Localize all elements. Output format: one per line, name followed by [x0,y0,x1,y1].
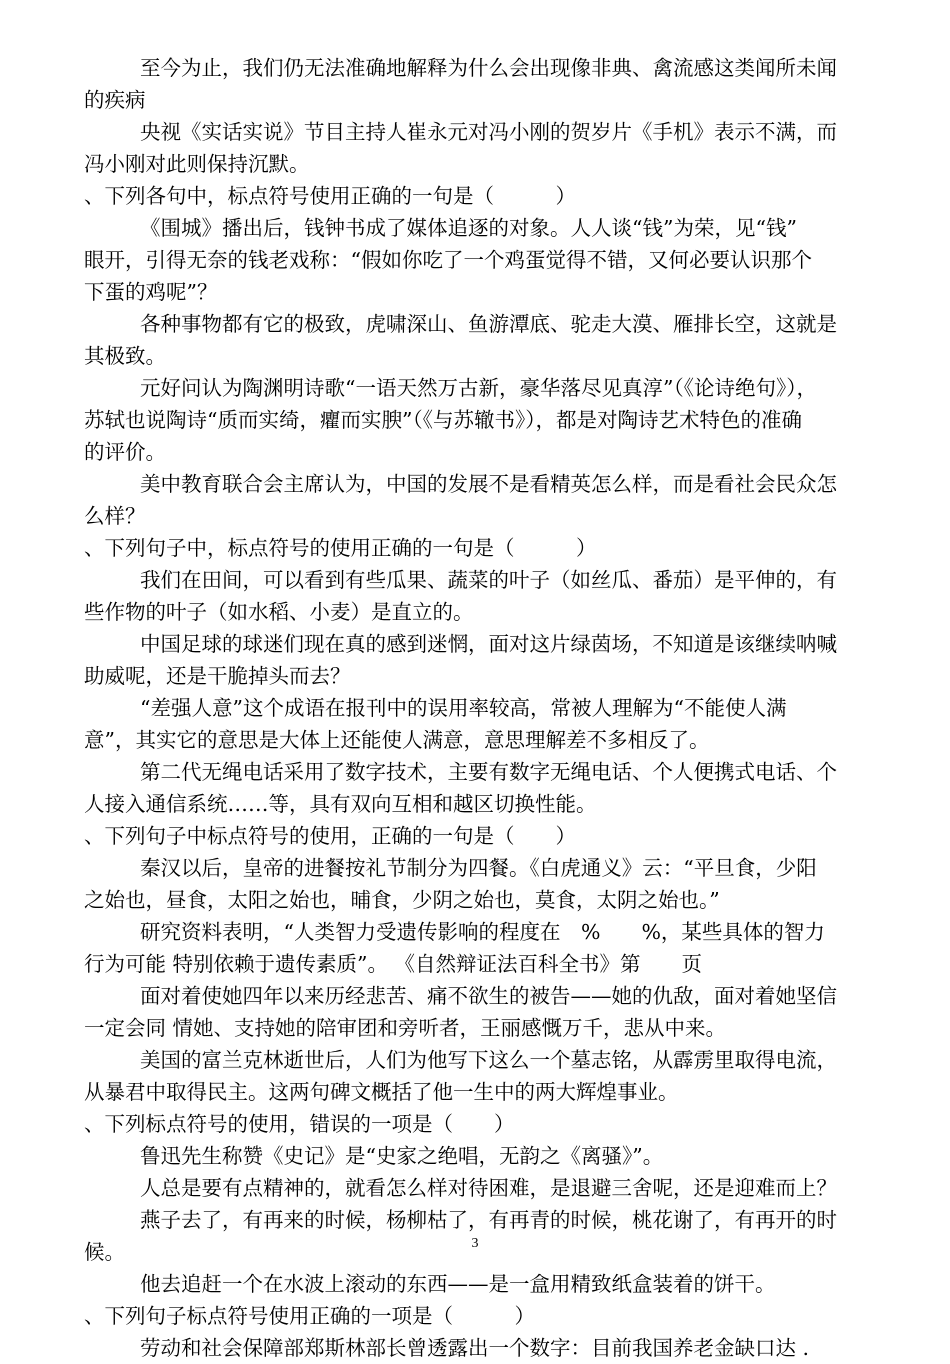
text-line: 眼开，引得无奈的钱老戏称：“假如你吃了一个鸡蛋觉得不错，又何必要认识那个 [84,248,812,272]
text-line: 助威呢，还是干脆掉头而去？ [84,664,351,688]
text-line: 中国足球的球迷们现在真的感到迷惘，面对这片绿茵场，不知道是该继续呐喊 [140,632,837,656]
text-line: 些作物的叶子（如水稻、小麦）是直立的。 [84,600,474,624]
text-line: 人总是要有点精神的，就看怎么样对待困难，是退避三舍呢，还是迎难而上？ [140,1176,837,1200]
text-line: 美中教育联合会主席认为，中国的发展不是看精英怎么样，而是看社会民众怎 [140,472,837,496]
text-line: 他去追赶一个在水波上滚动的东西——是一盒用精致纸盒装着的饼干。 [140,1272,776,1296]
text-line: 候。 [84,1240,125,1264]
text-line: “差强人意”这个成语在报刊中的误用率较高，常被人理解为“不能使人满 [140,696,787,720]
text-line: 面对着使她四年以来历经悲苦、痛不欲生的被告——她的仇敌，面对着她坚信 [140,984,837,1008]
text-line: 各种事物都有它的极致，虎啸深山、鱼游潭底、驼走大漠、雁排长空，这就是 [140,312,837,336]
text-line: 第二代无绳电话采用了数字技术，主要有数字无绳电话、个人便携式电话、个 [140,760,837,784]
page-number: 3 [471,1236,479,1251]
text-line: 下蛋的鸡呢”？ [84,280,218,304]
text-line: 苏轼也说陶诗“质而实绮，癯而实腴”（《与苏辙书》），都是对陶诗艺术特色的准确 [84,408,802,432]
text-line: 央视《实话实说》节目主持人崔永元对冯小刚的贺岁片《手机》表示不满，而 [140,120,837,144]
text-line: 从暴君中取得民主。这两句碑文概括了他一生中的两大辉煌事业。 [84,1080,679,1104]
question-line: 、下列标点符号的使用，错误的一项是（ ） [84,1112,515,1136]
text-line: 鲁迅先生称赞《史记》是“史家之绝唱，无韵之《离骚》”。 [140,1144,664,1168]
question-line: 、下列句子中标点符号的使用，正确的一句是（ ） [84,824,576,848]
text-line: 元好问认为陶渊明诗歌“一语天然万古新，豪华落尽见真淳”（《论诗绝句》）， [140,376,817,400]
text-line: 至今为止，我们仍无法准确地解释为什么会出现像非典、禽流感这类闻所未闻 [140,56,837,80]
text-line: 的疾病 [84,88,146,112]
text-line: 冯小刚对此则保持沉默。 [84,152,310,176]
text-line: 我们在田间，可以看到有些瓜果、蔬菜的叶子（如丝瓜、番茄）是平伸的，有 [140,568,837,592]
question-line: 、下列各句中，标点符号使用正确的一句是（ ） [84,184,576,208]
text-line: 意”，其实它的意思是大体上还能使人满意，意思理解差不多相反了。 [84,728,710,752]
document-body [84,52,884,1364]
text-line: 么样？ [84,504,146,528]
text-line: 一定会同 情她、支持她的陪审团和旁听者，王丽感慨万千，悲从中来。 [84,1016,727,1040]
text-line: 燕子去了，有再来的时候，杨柳枯了，有再青的时候，桃花谢了，有再开的时 [140,1208,837,1232]
text-line: 劳动和社会保障部郑斯林部长曾透露出一个数字：目前我国养老金缺口达 . [140,1336,810,1360]
text-line: 其极致。 [84,344,166,368]
text-line: 美国的富兰克林逝世后，人们为他写下这么一个墓志铭，从霹雳里取得电流， [140,1048,837,1072]
text-line: 《围城》播出后，钱钟书成了媒体追逐的对象。人人谈“钱”为荣，见“钱” [140,216,797,240]
text-line: 之始也，昼食，太阳之始也，晡食，少阴之始也，莫食，太阴之始也。” [84,888,720,912]
text-line: 秦汉以后，皇帝的进餐按礼节制分为四餐。《白虎通义》云：“平旦食，少阳 [140,856,817,880]
text-line: 行为可能 特别依赖于遗传素质”。 《自然辩证法百科全书》第 页 [84,952,703,976]
text-line: 研究资料表明，“人类智力受遗传影响的程度在 % %，某些具体的智力 [140,920,825,944]
question-line: 、下列句子中，标点符号的使用正确的一句是（ ） [84,536,597,560]
question-line: 、下列句子标点符号使用正确的一项是（ ） [84,1304,535,1328]
text-line: 人接入通信系统……等，具有双向互相和越区切换性能。 [84,792,597,816]
text-line: 的评价。 [84,440,166,464]
